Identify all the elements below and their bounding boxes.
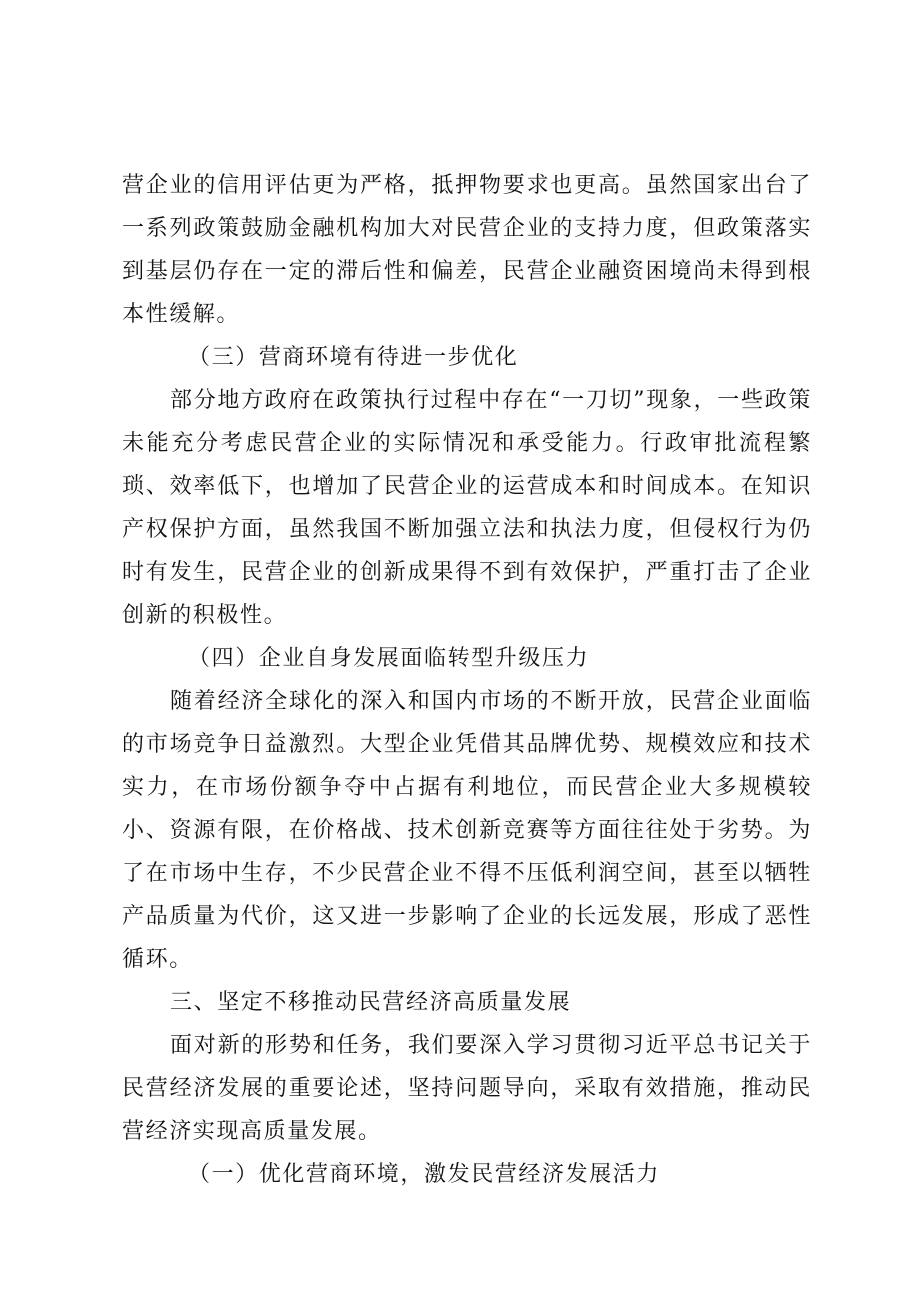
section-heading-4: （四）企业自身发展面临转型升级压力 (188, 646, 590, 671)
paragraph-transformation-pressure: 随着经济全球化的深入和国内市场的不断开放，民营企业面临的市场竞争日益激烈。大型企业凭借其品牌优势、规模效应和技术实力，在市场份额争夺中占据有利地位，而民营企业大多规模较小、资源有限，在价格战、技术创新竞赛等方面往往处于劣势。为了在市场中生存，不少民营企业不得不压低利润空间，甚至以牺牲产品质量为代价，这又进一步影响了企业的长远发展，形成了恶性循环。 (122, 689, 812, 972)
paragraph-business-environment: 部分地方政府在政策执行过程中存在“一刀切”现象，一些政策未能充分考虑民营企业的实际情况和承受能力。行政审批流程繁琐、效率低下，也增加了民营企业的运营成本和时间成本。在知识产权保护方面，虽然我国不断加强立法和执法力度，但侵权行为仍时有发生，民营企业的创新成果得不到有效保护，严重打击了企业创新的积极性。 (122, 388, 812, 628)
section-heading-3: （三）营商环境有待进一步优化 (188, 345, 519, 370)
paragraph-new-situation: 面对新的形势和任务，我们要深入学习贯彻习近平总书记关于民营经济发展的重要论述，坚持问题导向，采取有效措施，推动民营经济实现高质量发展。 (122, 1033, 812, 1144)
paragraph-continued: 营企业的信用评估更为严格，抵押物要求也更高。虽然国家出台了一系列政策鼓励金融机构加大对民营企业的支持力度，但政策落实到基层仍存在一定的滞后性和偏差，民营企业融资困境尚未得到根本性缓解。 (122, 173, 812, 327)
section-heading-1: （一）优化营商环境，激发民营经济发展活力 (188, 1162, 661, 1187)
document-body (122, 164, 812, 1196)
chapter-heading-3: 三、坚定不移推动民营经济高质量发展 (170, 990, 572, 1015)
